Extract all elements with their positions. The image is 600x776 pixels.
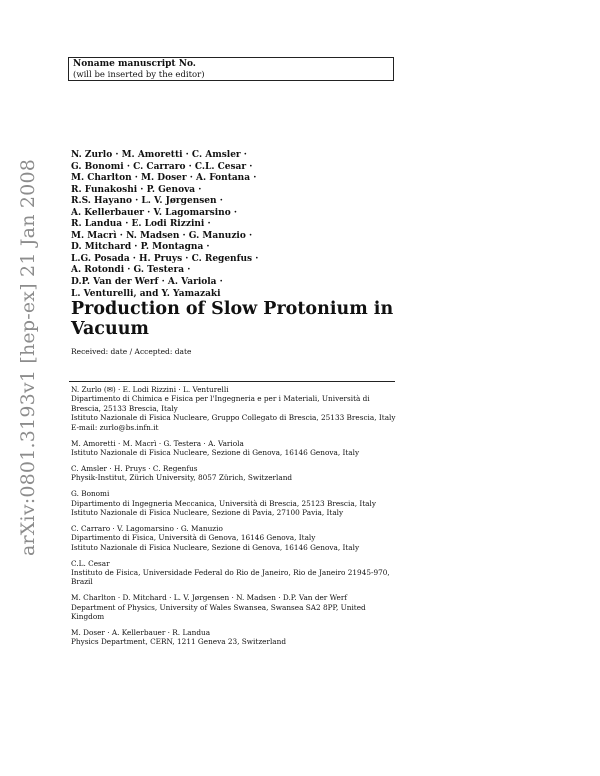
affiliation-authors: M. Amoretti · M. Macrì · G. Testera · A. Variola [71,438,244,448]
author-line: M. Macrì · N. Madsen · G. Manuzio · [71,230,253,241]
affiliation-authors: M. Doser · A. Kellerbauer · R. Landua [71,628,211,638]
affiliation-authors: C.L. Cesar [71,558,110,568]
author-line: R.S. Hayano · L. V. Jørgensen · [71,196,223,207]
affiliation-address: Istituto Nazionale di Fisica Nucleare, Sezione di Genova, 16146 Genova, Italy [71,447,360,457]
affiliation-address: Dipartimento di Fisica, Università di Genova, 16146 Genova, Italy [71,533,316,543]
manuscript-number-label: Noname manuscript No. [73,59,196,69]
title-line: Production of Slow Protonium in [71,299,394,319]
author-line: A. Kellerbauer · V. Lagomarsino · [71,207,237,218]
affiliation-authors: C. Carraro · V. Lagomarsino · G. Manuzio [71,523,223,533]
paper-title [71,299,393,339]
affiliation-email: E-mail: zurlo@bs.infn.it [71,422,159,432]
author-line: G. Bonomi · C. Carraro · C.L. Cesar · [71,161,253,172]
affiliation-block [71,439,397,458]
affiliation-block [71,559,397,587]
editor-box [68,57,394,81]
author-line: D.P. Van der Werf · A. Variola · [71,277,223,288]
author-line: R. Landua · E. Lodi Rizzini · [71,219,211,230]
affiliation-authors: M. Charlton · D. Mitchard · L. V. Jørgensen · N. Madsen · D.P. Van der Werf [71,593,348,603]
affiliation-authors: C. Amsler · H. Pruys · C. Regenfus [71,463,198,473]
affiliation-block [71,628,397,647]
author-line: L.G. Posada · H. Pruys · C. Regenfus · [71,253,259,264]
affiliation-address: Istituto Nazionale di Fisica Nucleare, Gruppo Collegato di Brescia, 25133 Brescia, Italy [71,413,396,423]
affiliations [71,385,397,653]
affiliation-block [71,524,397,552]
author-line: N. Zurlo · M. Amoretti · C. Amsler · [71,150,247,160]
affiliation-address: Dipartimento di Ingegneria Meccanica, Università di Brescia, 25123 Brescia, Italy [71,498,376,508]
affiliation-address: Istituto Nazionale di Fisica Nucleare, Sezione di Pavia, 27100 Pavia, Italy [71,507,344,517]
editor-note: (will be inserted by the editor) [73,69,205,80]
arxiv-identifier: arXiv:0801.3193v1 [hep-ex] 21 Jan 2008 [17,158,39,556]
affiliation-address: Istituto Nazionale di Fisica Nucleare, Sezione di Genova, 16146 Genova, Italy [71,542,360,552]
author-line: L. Venturelli, and Y. Yamazaki [71,288,221,299]
affiliation-address: Instituto de Fisica, Universidade Federal do Rio de Janeiro, Rio de Janeiro 21945-970, Brazil [71,568,390,587]
author-line: A. Rotondi · G. Testera · [71,265,191,276]
affiliation-authors: N. Zurlo (✉) · E. Lodi Rizzini · L. Venturelli [71,385,229,394]
author-line: R. Funakoshi · P. Genova · [71,184,202,195]
affiliation-block [71,593,397,621]
title-line: Vacuum [71,319,149,339]
author-list [71,150,258,300]
author-line: D. Mitchard · P. Montagna · [71,242,210,253]
received-date: Received: date / Accepted: date [71,347,192,356]
affiliation-address: Physik-Institut, Zürich University, 8057 Zürich, Switzerland [71,473,293,483]
affiliation-authors: G. Bonomi [71,489,110,499]
affiliation-address: Dipartimento di Chimica e Fisica per l'Ingegneria e per i Materiali, Università di Brescia, 25133 Brescia, Italy [71,394,370,413]
affiliation-divider [69,381,395,382]
author-line: M. Charlton · M. Doser · A. Fontana · [71,173,257,184]
affiliation-block [71,464,397,483]
affiliation-block [71,489,397,517]
affiliation-block [71,385,397,432]
affiliation-address: Physics Department, CERN, 1211 Geneva 23, Switzerland [71,637,287,647]
affiliation-address: Department of Physics, University of Wales Swansea, Swansea SA2 8PP, United Kingdom [71,602,366,622]
